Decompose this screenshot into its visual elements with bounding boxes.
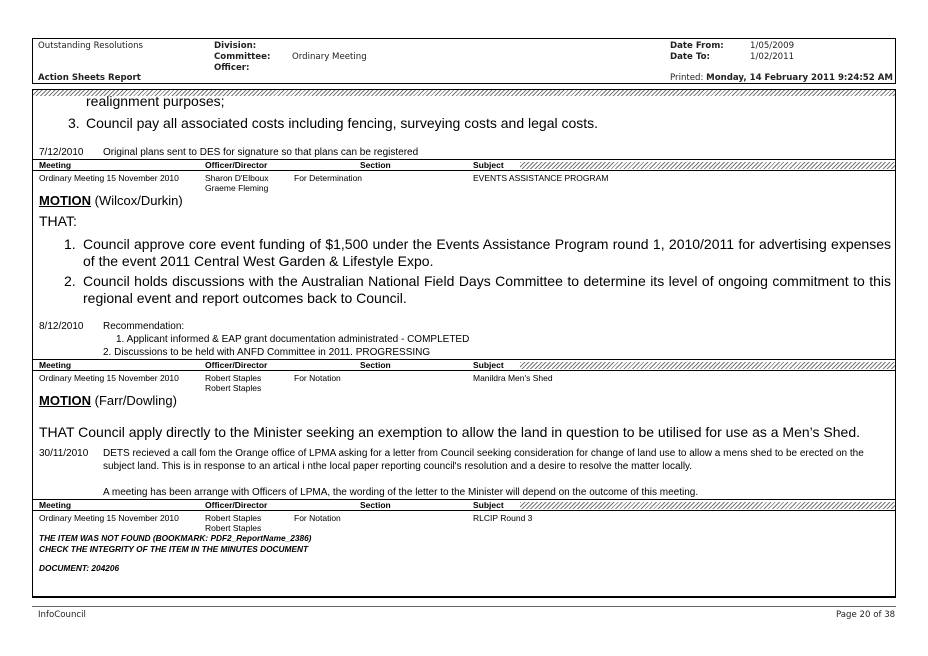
record-officer: Sharon D'Elboux [205, 173, 269, 183]
col-subject: Subject [473, 160, 504, 170]
record-officer: Robert Staples [205, 373, 262, 383]
divider [33, 170, 895, 171]
footer-rule [32, 606, 896, 607]
printed-label: Printed: [670, 73, 704, 83]
committee-label: Committee: [214, 52, 271, 62]
division-label: Division: [214, 41, 257, 51]
motion-heading [39, 193, 183, 208]
doc-label: Outstanding Resolutions [38, 41, 143, 51]
error-message-1: THE ITEM WAS NOT FOUND (BOOKMARK: PDF2_ReportName_2386) [39, 533, 312, 543]
motion-word: MOTION [39, 193, 91, 208]
motion-heading [39, 393, 177, 408]
divider [33, 159, 895, 160]
motion-word: MOTION [39, 393, 91, 408]
note-date: 8/12/2010 [39, 321, 84, 332]
record-meeting: Ordinary Meeting 15 November 2010 [39, 513, 179, 523]
record-director: Robert Staples [205, 523, 262, 533]
record-section: For Notation [294, 373, 341, 383]
continuation-line: realignment purposes; [86, 93, 225, 109]
date-from-label: Date From: [670, 41, 724, 51]
error-message-2: CHECK THE INTEGRITY OF THE ITEM IN THE MINUTES DOCUMENT [39, 544, 309, 554]
record-subject: RLCIP Round 3 [473, 513, 533, 523]
record-meeting: Ordinary Meeting 15 November 2010 [39, 173, 179, 183]
col-section: Section [360, 500, 391, 510]
record-subject: Manildra Men's Shed [473, 373, 553, 383]
item-2-text: Council holds discussions with the Australian National Field Days Committee to determine its level of ongoing commitment to this regional event and report outcomes back to Council. [83, 273, 891, 306]
officer-label: Officer: [214, 63, 250, 73]
col-meeting: Meeting [39, 360, 72, 370]
hatch-fill [520, 502, 895, 509]
date-to-value: 1/02/2011 [750, 52, 795, 62]
note-text: DETS recieved a call fom the Orange office of LPMA asking for a letter from Council seeking consideration for change of land use to allow a mens shed to be erected on the subject land. This is in response to an artical i nthe local paper reporting council's resolution and a desire to resolve the matter locally. [103, 448, 864, 472]
printed-stamp [670, 73, 893, 83]
record-director: Robert Staples [205, 383, 262, 393]
divider [33, 499, 895, 500]
col-subject: Subject [473, 500, 504, 510]
note-line-1: 1. Applicant informed & EAP grant documentation administrated - COMPLETED [116, 334, 470, 345]
committee-value: Ordinary Meeting [292, 52, 367, 62]
divider [33, 359, 895, 360]
col-officer: Officer/Director [205, 160, 268, 170]
resolution-text: THAT Council apply directly to the Minister seeking an exemption to allow the land in question to be utilised for use as a Men’s Shed. [39, 424, 861, 440]
col-meeting: Meeting [39, 500, 72, 510]
note-date: 30/11/2010 [39, 448, 89, 459]
divider [33, 370, 895, 371]
hatch-fill [520, 162, 895, 169]
col-meeting: Meeting [39, 160, 72, 170]
date-to-label: Date To: [670, 52, 710, 62]
page-number: Page 20 of 38 [836, 610, 896, 620]
motion-movers: (Farr/Dowling) [94, 393, 177, 408]
col-officer: Officer/Director [205, 360, 268, 370]
document-number: DOCUMENT: 204206 [39, 563, 120, 573]
item-1-text: Council approve core event funding of $1,500 under the Events Assistance Program round 1, 2010/2011 for advertising expenses of the event 2011 Central West Garden & Lifestyle Expo. [83, 236, 891, 269]
report-title: Action Sheets Report [38, 73, 141, 83]
printed-value: Monday, 14 February 2011 9:24:52 AM [706, 73, 893, 83]
record-section: For Determination [294, 173, 363, 183]
record-subject: EVENTS ASSISTANCE PROGRAM [473, 173, 609, 183]
note-title: Recommendation: [103, 321, 185, 332]
note-text-2: A meeting has been arrange with Officers of LPMA, the wording of the letter to the Minister will depend on the outcome of this meeting. [103, 487, 699, 498]
item-2-number: 2. [64, 273, 76, 289]
record-section: For Notation [294, 513, 341, 523]
item-1-number: 1. [64, 236, 76, 252]
record-director: Graeme Fleming [205, 183, 269, 193]
footer-brand: InfoCouncil [38, 610, 86, 620]
that-label: THAT: [39, 213, 77, 229]
col-officer: Officer/Director [205, 500, 268, 510]
note-text: Original plans sent to DES for signature so that plans can be registered [103, 147, 419, 158]
note-line-2: 2. Discussions to be held with ANFD Committee in 2011. PROGRESSING [103, 347, 431, 358]
date-from-value: 1/05/2009 [750, 41, 795, 51]
record-officer: Robert Staples [205, 513, 262, 523]
col-section: Section [360, 360, 391, 370]
col-subject: Subject [473, 360, 504, 370]
record-meeting: Ordinary Meeting 15 November 2010 [39, 373, 179, 383]
hatch-fill [520, 362, 895, 369]
motion-movers: (Wilcox/Durkin) [94, 193, 183, 208]
divider [33, 510, 895, 511]
item-3-text: Council pay all associated costs including fencing, surveying costs and legal costs. [86, 115, 599, 131]
item-3-number: 3. [68, 115, 80, 131]
note-date: 7/12/2010 [39, 147, 84, 158]
col-section: Section [360, 160, 391, 170]
